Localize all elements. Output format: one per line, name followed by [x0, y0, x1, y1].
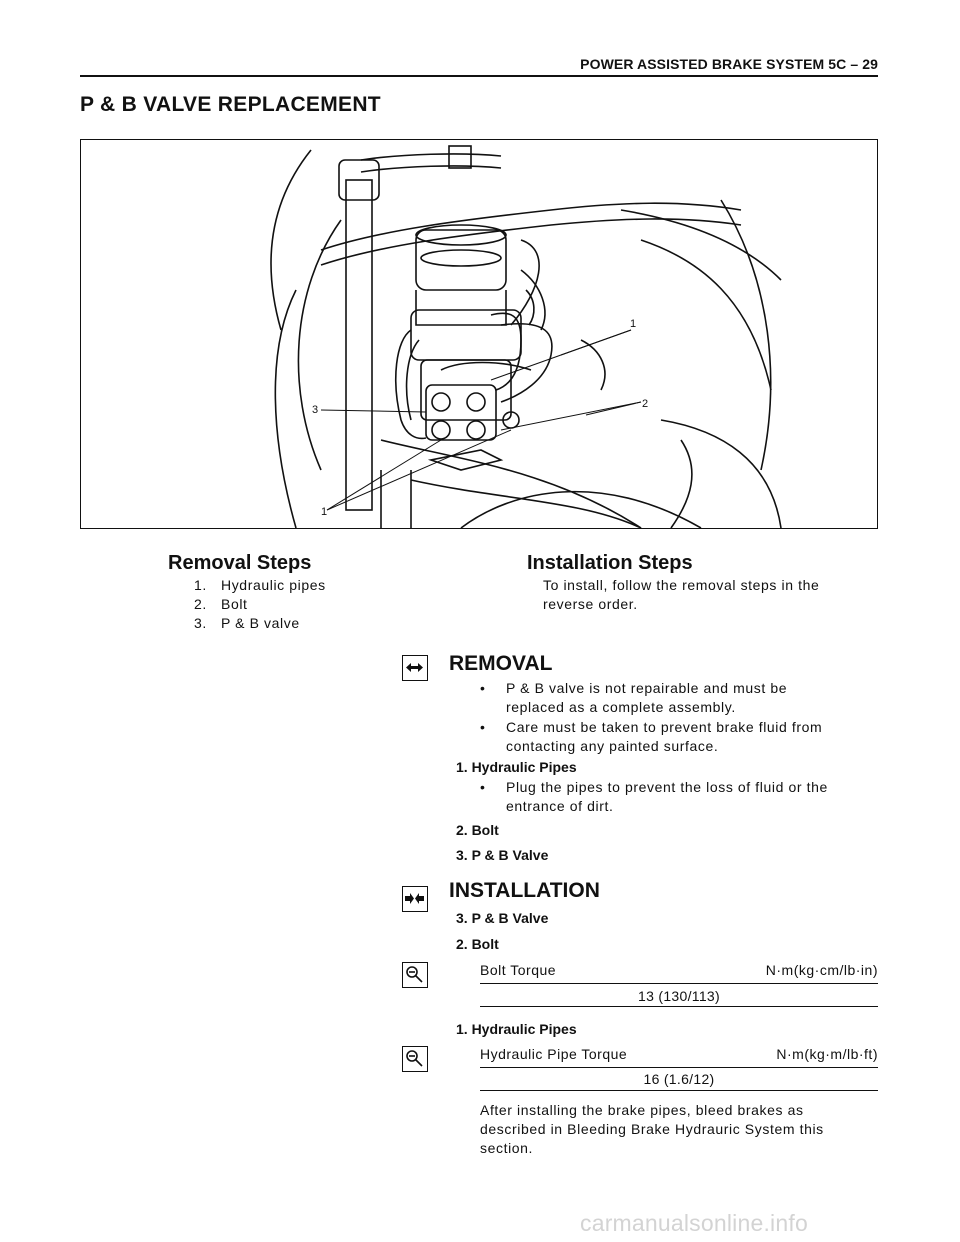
removal-arrows-icon — [402, 655, 428, 681]
installation-step-1: 1. Hydraulic Pipes — [456, 1021, 577, 1037]
list-item: 2. Bolt — [194, 596, 248, 612]
installation-steps-text: To install, follow the removal steps in the reverse order. — [543, 577, 820, 612]
removal-step-3: 3. P & B Valve — [456, 847, 549, 863]
table-rule — [480, 1090, 878, 1091]
list-item: • Care must be taken to prevent brake fluid from contacting any painted surface. — [480, 719, 823, 754]
torque-wrench-icon — [402, 962, 428, 988]
callout-1-top: 1 — [630, 318, 637, 330]
bolt-torque-row — [480, 962, 878, 978]
pipe-torque-row — [480, 1046, 878, 1062]
installation-heading: INSTALLATION — [449, 879, 600, 902]
bolt-torque-value: 13 (130/113) — [638, 988, 720, 1004]
pipe-torque-value: 16 (1.6/12) — [643, 1071, 715, 1087]
bleed-note: After installing the brake pipes, bleed brakes as described in Bleeding Brake Hydrauric System this section. — [480, 1102, 824, 1156]
table-rule — [480, 983, 878, 984]
callout-1-bottom: 1 — [321, 506, 328, 518]
callout-2: 2 — [642, 398, 649, 410]
header-rule — [80, 75, 878, 77]
pb-valve-illustration — [80, 139, 878, 529]
list-item: 1. Hydraulic pipes — [194, 577, 326, 593]
callout-3: 3 — [312, 404, 319, 416]
pipe-torque-unit: N·m(kg·m/lb·ft) — [776, 1046, 878, 1062]
page-title: P & B VALVE REPLACEMENT — [80, 93, 381, 116]
torque-wrench-icon — [402, 1046, 428, 1072]
list-item: • Plug the pipes to prevent the loss of fluid or the entrance of dirt. — [480, 779, 828, 814]
installation-steps-heading: Installation Steps — [527, 552, 693, 574]
watermark: carmanualsonline.info — [580, 1210, 808, 1236]
list-item: • P & B valve is not repairable and must be replaced as a complete assembly. — [480, 680, 788, 715]
running-header: POWER ASSISTED BRAKE SYSTEM 5C – 29 — [580, 56, 878, 72]
removal-bullets — [480, 679, 880, 756]
installation-step-3: 3. P & B Valve — [456, 910, 549, 926]
removal-steps-list — [194, 576, 326, 633]
removal-step-1-bullet — [480, 778, 880, 816]
table-rule — [480, 1006, 878, 1007]
removal-step-2: 2. Bolt — [456, 822, 499, 838]
table-rule — [480, 1067, 878, 1068]
bolt-torque-unit: N·m(kg·cm/lb·in) — [765, 962, 878, 978]
installation-arrows-icon — [402, 886, 428, 912]
installation-step-2: 2. Bolt — [456, 936, 499, 952]
removal-heading: REMOVAL — [449, 652, 553, 675]
pipe-torque-label: Hydraulic Pipe Torque — [480, 1046, 628, 1062]
list-item: 3. P & B valve — [194, 615, 300, 631]
removal-steps-heading: Removal Steps — [168, 552, 312, 574]
bolt-torque-label: Bolt Torque — [480, 962, 557, 978]
removal-step-1: 1. Hydraulic Pipes — [456, 759, 577, 775]
